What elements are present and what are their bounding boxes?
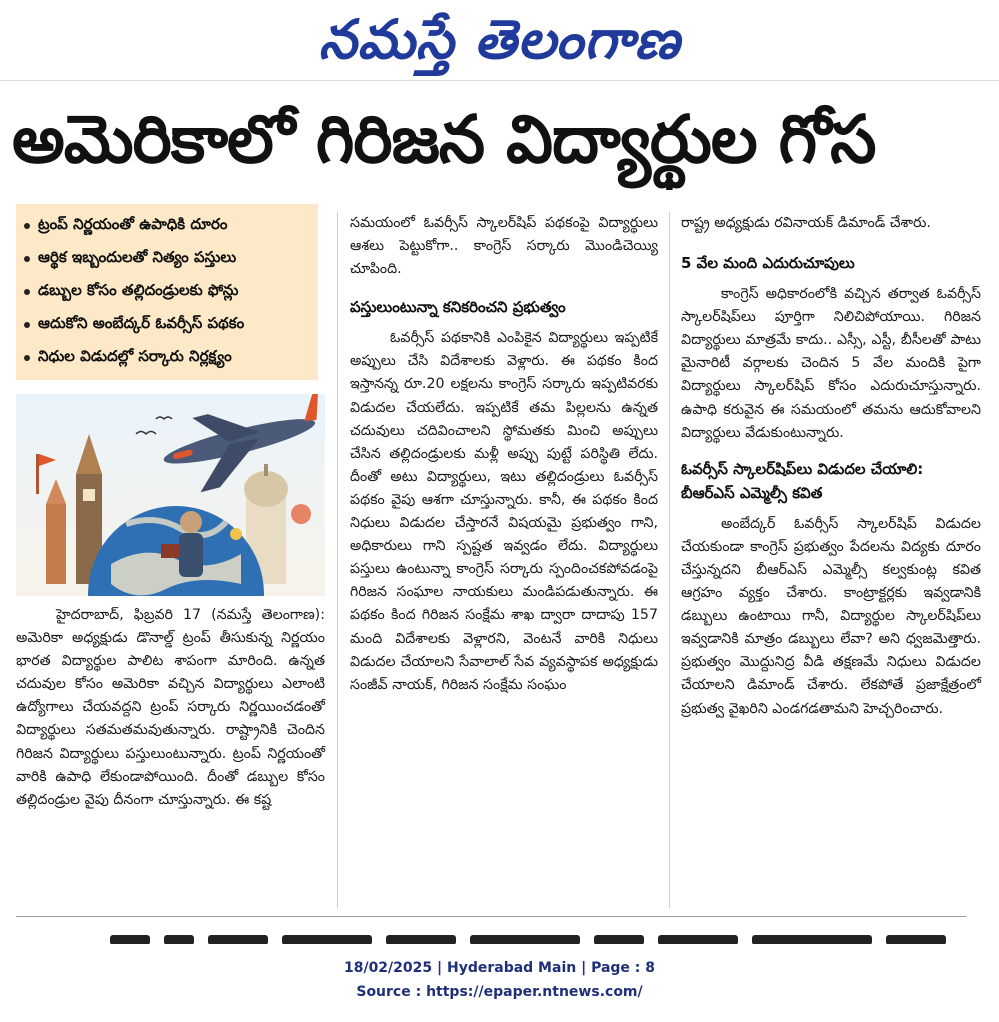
column-divider [669,212,670,908]
bullet-icon [24,355,30,361]
page-bottom-divider [16,916,966,917]
article-paragraph: సమయంలో ఓవర్సీస్ స్కాలర్‌షిప్ పథకంపై విద్యార్థులు ఆశలు పెట్టుకోగా.. కాంగ్రెస్ సర్కారు మొండిచెయ్యి చూపింది. [350,215,658,278]
bullet-icon [24,223,30,229]
airplane-travel-illustration-icon [16,394,325,596]
bullet-icon [24,289,30,295]
footer-source: Source : https://epaper.ntnews.com/ [356,984,643,1000]
highlight-item: ట్రంప్ నిర్ణయంతో ఉపాధికి దూరం [24,210,310,243]
highlight-item: ఆర్థిక ఇబ్బందులతో నిత్యం పస్తులు [24,243,310,276]
bullet-icon [24,322,30,328]
article-paragraph: కాంగ్రెస్ అధికారంలోకి వచ్చిన తర్వాత ఓవర్సీస్ స్కాలర్‌షిప్‌లు పూర్తిగా నిలిచిపోయాయి. గిరిజన విద్యార్థులు మాత్రమే కాదు.. ఎస్సీ, ఎస్టీ, బీసీలతో పాటు మైనారిటీ వర్గాలకు చెందిన 5 వేల మందికి పైగా విద్యార్థులు స్కాలర్‌షిప్ కోసం ఎదురుచూస్తున్నారు. ఉపాధి కరువైన ఈ సమయంలో తమను ఆదుకోవాలని విద్యార్థులు వేడుకుంటున్నారు. [681,286,981,441]
highlight-item: డబ్బుల కోసం తల్లిదండ్రులకు ఫోన్లు [24,276,310,309]
next-story-strip [110,930,960,944]
article-paragraph: ఓవర్సీస్ పథకానికి ఎంపికైన విద్యార్థులు ఇప్పటికే అప్పులు చేసి విదేశాలకు వెళ్లారు. ఈ పథకం కింద ఇస్తానన్న రూ.20 లక్షలను కాంగ్రెస్ సర్కారు ఇప్పటివరకు విడుదల చేయలేదు. ఇప్పటికే తమ పిల్లలను ఉన్నత చదువులు చదివించాలని స్థోమతకు మించి అప్పులు చేసిన తల్లిదండ్రులకు మళ్లీ అప్పు పుట్టే పరిస్థితి లేదు. దీంతో అటు విద్యార్థులు, ఇటు తల్లిదండ్రులు ఓవర్సీస్ పథకం వైపు ఆశగా చూస్తున్నారు. కానీ, ఈ పథకం కింద నిధులు విడుదల చేస్తారనే విషయమై ప్రభుత్వం గాని, అధికారులు గాని స్పష్టత ఇవ్వడం లేదు. విద్యార్థులు పస్తులు ఉంటున్నా కాంగ్రెస్ సర్కారు స్పందించకపోవడంపై గిరిజన సంఘాల నాయకులు మండిపడుతున్నారు. ఈ పథకం కింద గిరిజన సంక్షేమ శాఖ ద్వారా దాదాపు 157 మంది విదేశాలకు వెళ్లారని, వెంటనే వారికి నిధులు విడుదల చేయాలని సేవాలాల్ సేవ వ్యవస్థాపక అధ్యక్షుడు సంజీవ్ నాయక్, గిరిజన సంక్షేమ సంఘం [350,330,658,693]
article-paragraph: హైదరాబాద్, ఫిబ్రవరి 17 (నమస్తే తెలంగాణ): అమెరికా అధ్యక్షుడు డొనాల్డ్ ట్రంప్ తీసుకున్న నిర్ణయం భారత విద్యార్థుల పాలిట శాపంగా మారింది. ఉన్నత చదువుల కోసం అమెరికా వచ్చిన విద్యార్థులు ఎలాంటి ఉద్యోగాలు చేయవద్దని ట్రంప్ సర్కారు నిర్ణయించడంతో విద్యార్థులు సతమతమవుతున్నారు. రాష్ట్రానికి చెందిన గిరిజన విద్యార్థులు పస్తులుంటున్నారు. ట్రంప్ నిర్ణయంతో వారికి ఉపాధి లేకుండాపోయింది. దీంతో డబ్బుల కోసం తల్లిదండ్రుల వైపు దీనంగా చూస్తున్నారు. ఈ కష్ట [16,607,325,808]
newspaper-masthead: నమస్తే తెలంగాణ [318,7,681,71]
section-subheading: పస్తులుంటున్నా కనికరించని ప్రభుత్వం [350,298,566,317]
highlight-item: ఆదుకోని అంబేద్కర్ ఓవర్సీస్ పథకం [24,308,310,341]
section-subheading: 5 వేల మంది ఎదురుచూపులు [681,254,855,273]
bullet-icon [24,256,30,262]
footer-date-edition: 18/02/2025 | Hyderabad Main | Page : 8 [343,960,656,976]
section-subheading: ఓవర్సీస్ స్కాలర్‌షిప్‌లు విడుదల చేయాలి: బీఆర్ఎస్ ఎమ్మెల్సీ కవిత [681,459,924,502]
highlight-item: నిధుల విడుదల్లో సర్కారు నిర్లక్ష్యం [24,341,310,374]
article-column-3 [681,212,981,721]
article-photo [16,394,325,596]
column-divider [337,212,338,908]
article-column-1 [16,604,325,812]
masthead-divider [0,80,999,81]
article-headline: అమెరికాలో గిరిజన విద్యార్థుల గోస [12,101,876,178]
article-paragraph: రాష్ట్ర అధ్యక్షుడు రవినాయక్ డిమాండ్ చేశారు. [681,215,931,231]
article-column-2 [350,212,658,697]
article-paragraph: అంబేద్కర్ ఓవర్సీస్ స్కాలర్‌షిప్ విడుదల చేయకుండా కాంగ్రెస్ ప్రభుత్వం పేదలను విద్యకు దూరం చేస్తున్నదని బీఆర్ఎస్ ఎమ్మెల్సీ కల్వకుంట్ల కవిత ఆగ్రహం వ్యక్తం చేశారు. కాంట్రాక్టర్లకు ఇవ్వడానికి డబ్బులు ఉంటాయి గానీ, విద్యార్థుల స్కాలర్‌షిప్‌లు ఇవ్వడానికి మాత్రం డబ్బులు లేవా? అని ధ్వజమెత్తారు. ప్రభుత్వం మొద్దునిద్ర వీడి తక్షణమే నిధులు విడుదల చేయాలని డిమాండ్ చేశారు. లేకపోతే ప్రజాక్షేత్రంలో ప్రభుత్వ వైఖరిని ఎండగడతామని హెచ్చరించారు. [681,515,981,717]
highlights-box [16,204,318,380]
